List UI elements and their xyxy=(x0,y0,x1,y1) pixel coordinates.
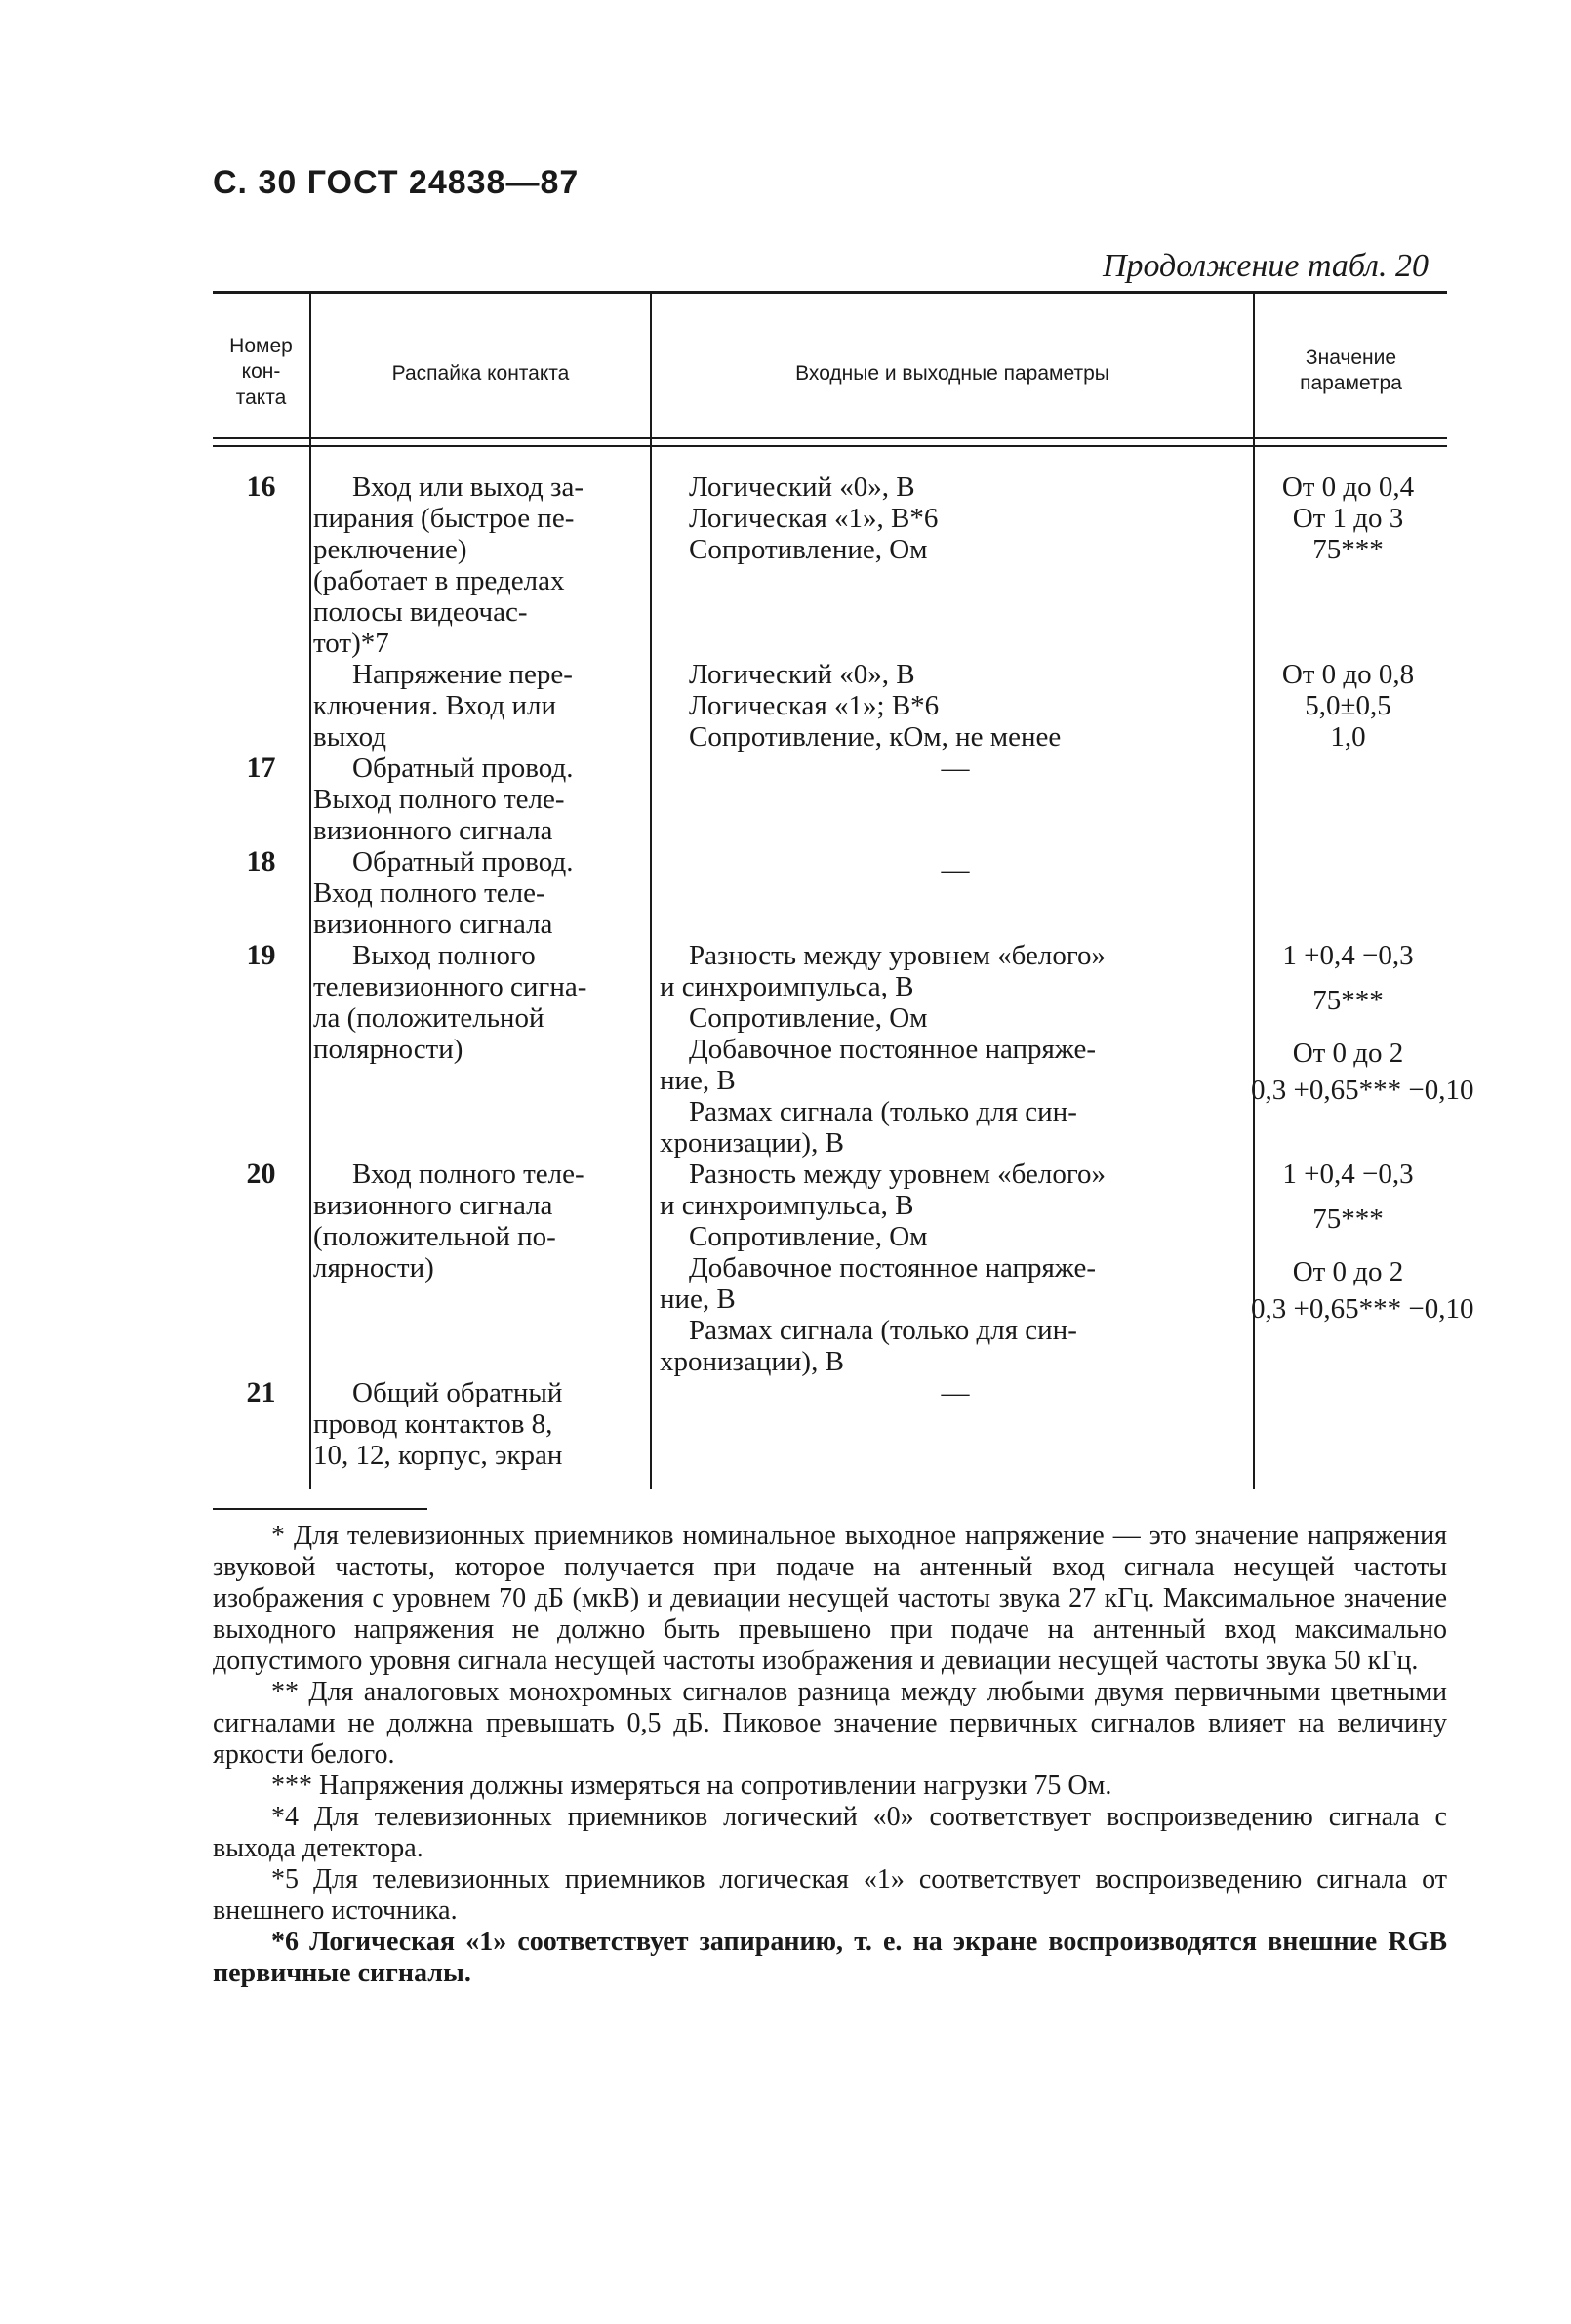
table-row xyxy=(213,846,1447,940)
table-row xyxy=(213,753,1447,846)
cell-line: Разность между уровнем «белого» xyxy=(689,940,1107,971)
cell-line: Сопротивление, кОм, не менее xyxy=(689,721,1062,753)
cell-line: 0,3 +0,65*** −0,10 xyxy=(1251,1293,1474,1325)
cell-line: Логический «0», В xyxy=(689,471,915,503)
column-header-pinout: Распайка контакта xyxy=(391,362,570,385)
cell-line: Добавочное постоянное напряже- xyxy=(689,1252,1096,1284)
cell-line: От 0 до 2 xyxy=(1292,1038,1404,1069)
cell-line: Размах сигнала (только для син- xyxy=(689,1315,1077,1346)
cell-line: реключение) xyxy=(313,534,467,565)
footnote: *4 Для телевизионных приемников логический «0» соответствует воспроизведению сигнала с выхода детектора. xyxy=(213,1802,1447,1863)
contact-number: 20 xyxy=(246,1158,276,1190)
cell-line: От 0 до 0,8 xyxy=(1281,659,1415,690)
cell-line: тот)*7 xyxy=(313,628,389,659)
cell-line: (положительной по- xyxy=(313,1221,556,1252)
cell-line: Выход полного xyxy=(352,940,536,971)
cell-line: 1,0 xyxy=(1330,721,1366,753)
pinout-cell xyxy=(309,1159,648,1377)
contact-number: 17 xyxy=(246,752,276,784)
cell-line: 75*** xyxy=(1312,1203,1384,1235)
cell-line: визионного сигнала xyxy=(313,909,553,940)
parameters-cell xyxy=(648,1159,1251,1377)
cell-line: Выход полного теле- xyxy=(313,784,565,815)
pinout-cell xyxy=(309,659,648,753)
cell-line: Логический «0», В xyxy=(689,659,915,690)
cell-line: Логическая «1»; В*6 xyxy=(689,690,940,721)
value-cell xyxy=(1251,940,1474,1159)
cell-line: и синхроимпульса, В xyxy=(660,1190,914,1221)
cell-line: лярности) xyxy=(313,1252,434,1284)
table-row xyxy=(213,939,1474,1159)
cell-line: 75*** xyxy=(1312,985,1384,1016)
header-rule xyxy=(213,437,1447,439)
column-header-value xyxy=(1255,346,1447,397)
contact-number: 21 xyxy=(246,1376,276,1408)
cell-line: Добавочное постоянное напряже- xyxy=(689,1034,1096,1065)
footnote: * Для телевизионных приемников номинальное выходное напряжение — это значение напряжения звуковой частоты, которое получается при подаче на антенный вход сигнала несущей частоты изображения с уровнем 70 дБ (мкВ) и девиации несущей частоты звука 27 кГц. Максимальное значение выходного напряжения не должно быть превышено при подаче на антенный вход максимально допустимого уровня сигнала несущей частоты изображения и девиации несущей частоты звука 50 кГц. xyxy=(213,1521,1447,1676)
table-row xyxy=(213,659,1447,753)
pinout-cell xyxy=(309,1377,648,1471)
cell-line: (работает в пределах xyxy=(313,565,565,596)
cell-line: Логическая «1», В*6 xyxy=(689,503,939,534)
cell-line: Сопротивление, Ом xyxy=(689,1002,928,1034)
cell-line: пирания (быстрое пе- xyxy=(313,503,575,534)
table-row xyxy=(213,1158,1474,1377)
header-text: такта xyxy=(235,386,287,409)
cell-line: и синхроимпульса, В xyxy=(660,971,914,1002)
cell-line: От 0 до 2 xyxy=(1292,1256,1404,1287)
cell-line: провод контактов 8, xyxy=(313,1408,553,1440)
cell-line: 75*** xyxy=(1312,534,1384,565)
cell-line: визионного сигнала xyxy=(313,1190,553,1221)
parameters-cell: — xyxy=(941,753,970,784)
cell-line: 1 +0,4 −0,3 xyxy=(1282,940,1414,971)
header-text: кон- xyxy=(241,360,281,384)
cell-line: полосы видеочас- xyxy=(313,596,528,628)
parameters-cell: — xyxy=(941,1377,970,1408)
cell-line: Разность между уровнем «белого» xyxy=(689,1159,1107,1190)
cell-line: ла (положительной xyxy=(313,1002,544,1034)
header-text: Значение xyxy=(1305,347,1397,369)
cell-line: Общий обратный xyxy=(352,1377,563,1408)
parameters-cell xyxy=(648,659,1251,753)
table-body xyxy=(213,470,1474,1471)
footnote: *6 Логическая «1» соответствует запиранию, т. е. на экране воспроизводятся внешние RGB первичные сигналы. xyxy=(213,1927,1447,1988)
cell-line: телевизионного сигна- xyxy=(313,971,587,1002)
parameters-cell: — xyxy=(941,854,970,885)
cell-line: ние, В xyxy=(660,1284,736,1315)
value-cell xyxy=(1251,1159,1474,1377)
cell-line: От 0 до 0,4 xyxy=(1281,471,1415,503)
pinout-cell xyxy=(309,940,648,1159)
cell-line: Обратный провод. xyxy=(352,846,574,877)
cell-line: ключения. Вход или xyxy=(313,690,556,721)
page-header: С. 30 ГОСТ 24838—87 xyxy=(213,164,580,201)
header-text: параметра xyxy=(1300,372,1402,395)
pinout-cell xyxy=(309,753,648,846)
cell-line: 5,0±0,5 xyxy=(1305,690,1391,721)
cell-line: Вход полного теле- xyxy=(352,1159,584,1190)
cell-line: Сопротивление, Ом xyxy=(689,1221,928,1252)
parameters-cell xyxy=(648,940,1251,1159)
table-row xyxy=(213,1377,1447,1471)
header-text: Номер xyxy=(229,335,293,357)
contact-number: 18 xyxy=(246,845,276,877)
parameters-cell xyxy=(648,471,1251,659)
table-top-rule xyxy=(213,291,1447,294)
contact-number: 16 xyxy=(246,470,276,503)
cell-line: выход xyxy=(313,721,386,753)
cell-line: визионного сигнала xyxy=(313,815,553,846)
cell-line: хронизации), В xyxy=(660,1127,844,1159)
cell-line: 0,3 +0,65*** −0,10 xyxy=(1251,1075,1474,1106)
contact-number: 19 xyxy=(246,939,276,971)
footnote-separator xyxy=(213,1508,427,1510)
pinout-cell xyxy=(309,471,648,659)
footnotes xyxy=(213,1521,1447,1989)
cell-line: полярности) xyxy=(313,1034,463,1065)
footnote: *5 Для телевизионных приемников логическая «1» соответствует воспроизведению сигнала от внешнего источника. xyxy=(213,1864,1447,1926)
cell-line: Сопротивление, Ом xyxy=(689,534,928,565)
cell-line: хронизации), В xyxy=(660,1346,844,1377)
cell-line: Размах сигнала (только для син- xyxy=(689,1096,1077,1127)
value-cell xyxy=(1251,659,1445,753)
footnote: ** Для аналоговых монохромных сигналов разница между любыми двумя первичными цветными сигналами не должна превышать 0,5 дБ. Пиковое значение первичных сигналов влияет на величину яркости белого. xyxy=(213,1677,1447,1770)
table-row xyxy=(213,471,1447,659)
column-header-parameters: Входные и выходные параметры xyxy=(795,362,1109,385)
cell-line: От 1 до 3 xyxy=(1292,503,1404,534)
pinout-cell xyxy=(309,846,648,940)
cell-line: 10, 12, корпус, экран xyxy=(313,1440,563,1471)
cell-line: 1 +0,4 −0,3 xyxy=(1282,1159,1414,1190)
header-rule xyxy=(213,445,1447,447)
cell-line: Вход или выход за- xyxy=(352,471,584,503)
table-continuation-caption: Продолжение табл. 20 xyxy=(1102,248,1429,284)
footnote: *** Напряжения должны измеряться на сопротивлении нагрузки 75 Ом. xyxy=(271,1771,1112,1801)
column-header-number xyxy=(213,334,309,411)
cell-line: Напряжение пере- xyxy=(352,659,573,690)
cell-line: ние, В xyxy=(660,1065,736,1096)
cell-line: Обратный провод. xyxy=(352,753,574,784)
value-cell xyxy=(1251,471,1445,659)
cell-line: Вход полного теле- xyxy=(313,877,545,909)
